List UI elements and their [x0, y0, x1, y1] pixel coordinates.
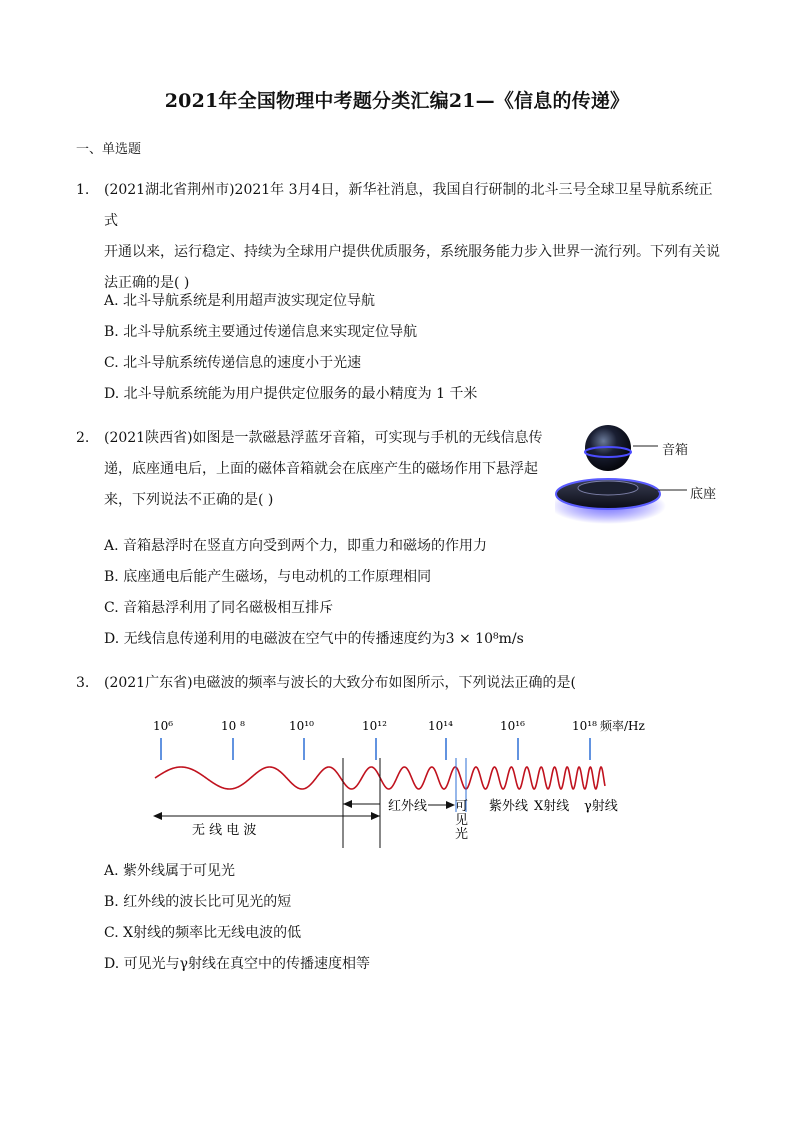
ir-visible-arrow-head [446, 801, 455, 809]
question-3-line-1: (2021广东省)电磁波的频率与波长的大致分布如图所示，下列说法正确的是( [104, 675, 577, 691]
question-2-option-c: C. 音箱悬浮利用了同名磁极相互排斥 [104, 600, 334, 616]
question-1-option-a: A. 北斗导航系统是利用超声波实现定位导航 [104, 293, 376, 309]
question-2-line-1: (2021陕西省)如图是一款磁悬浮蓝牙音箱，可实现与手机的无线信息传 [104, 430, 543, 446]
question-2-text [104, 423, 564, 516]
question-1-option-b: B. 北斗导航系统主要通过传递信息来实现定位导航 [104, 324, 418, 340]
question-2-option-a: A. 音箱悬浮时在竖直方向受到两个力，即重力和磁场的作用力 [104, 538, 488, 554]
question-1-option-c: C. 北斗导航系统传递信息的速度小于光速 [104, 355, 362, 371]
question-3-option-c: C. X射线的频率比无线电波的低 [104, 925, 302, 941]
tick-label-1e10: 10¹⁰ [289, 719, 314, 733]
radio-arrow-head-right [371, 812, 380, 820]
em-spectrum-diagram [0, 700, 794, 850]
visible-label-2: 见 [455, 813, 469, 828]
question-1-line-1: (2021湖北省荆州市)2021年 3月4日，新华社消息，我国自行研制的北斗三号全球卫星导航系统正式 [104, 182, 713, 229]
base-top [578, 481, 638, 495]
section-heading: 一、单选题 [76, 142, 142, 157]
infrared-label: 红外线 [388, 799, 428, 814]
base-label: 底座 [690, 487, 717, 502]
question-2-line-2: 递，底座通电后，上面的磁体音箱就会在底座产生的磁场作用下悬浮起 [104, 461, 538, 477]
visible-label-1: 可 [455, 799, 469, 814]
tick-label-1e16: 10¹⁶ [500, 719, 525, 733]
question-3-option-d: D. 可见光与γ射线在真空中的传播速度相等 [104, 956, 370, 972]
question-1-option-d: D. 北斗导航系统能为用户提供定位服务的最小精度为 1 千米 [104, 386, 478, 402]
question-1-number: 1. [76, 182, 90, 198]
question-2-option-d: D. 无线信息传递利用的电磁波在空气中的传播速度约为3 × 10⁸m/s [104, 631, 524, 647]
page-title: 2021年全国物理中考题分类汇编21—《信息的传递》 [164, 90, 630, 112]
question-2-option-b: B. 底座通电后能产生磁场，与电动机的工作原理相同 [104, 569, 432, 585]
ir-arrow-head [343, 800, 352, 808]
question-1-line-3: 法正确的是( ) [104, 275, 190, 291]
maglev-speaker-figure [555, 418, 735, 528]
frequency-unit: 频率/Hz [600, 719, 645, 733]
radio-wave-label: 无 线 电 波 [192, 823, 257, 838]
xray-label: X射线 [534, 799, 570, 814]
gamma-label: γ射线 [584, 799, 618, 814]
question-3-option-b: B. 红外线的波长比可见光的短 [104, 894, 292, 910]
tick-label-1e12: 10¹² [362, 719, 387, 733]
ultraviolet-label: 紫外线 [489, 799, 529, 814]
visible-label-3: 光 [455, 827, 469, 842]
question-1-text [104, 175, 724, 299]
question-3-text [104, 668, 724, 699]
tick-label-1e14: 10¹⁴ [428, 719, 453, 733]
tick-label-1e8: 10 ⁸ [221, 719, 245, 733]
radio-arrow-head-left [153, 812, 162, 820]
tick-label-1e18: 10¹⁸ [572, 719, 597, 733]
question-2-line-3: 来，下列说法不正确的是( ) [104, 492, 274, 508]
question-2-number: 2. [76, 430, 90, 446]
speaker-label: 音箱 [662, 443, 689, 458]
tick-label-1e6: 10⁶ [153, 719, 174, 733]
question-3-number: 3. [76, 675, 90, 691]
question-3-option-a: A. 紫外线属于可见光 [104, 863, 236, 879]
tick-marks [161, 738, 590, 760]
question-1-line-2: 开通以来，运行稳定、持续为全球用户提供优质服务，系统服务能力步入世界一流行列。下列有关说 [104, 244, 720, 260]
